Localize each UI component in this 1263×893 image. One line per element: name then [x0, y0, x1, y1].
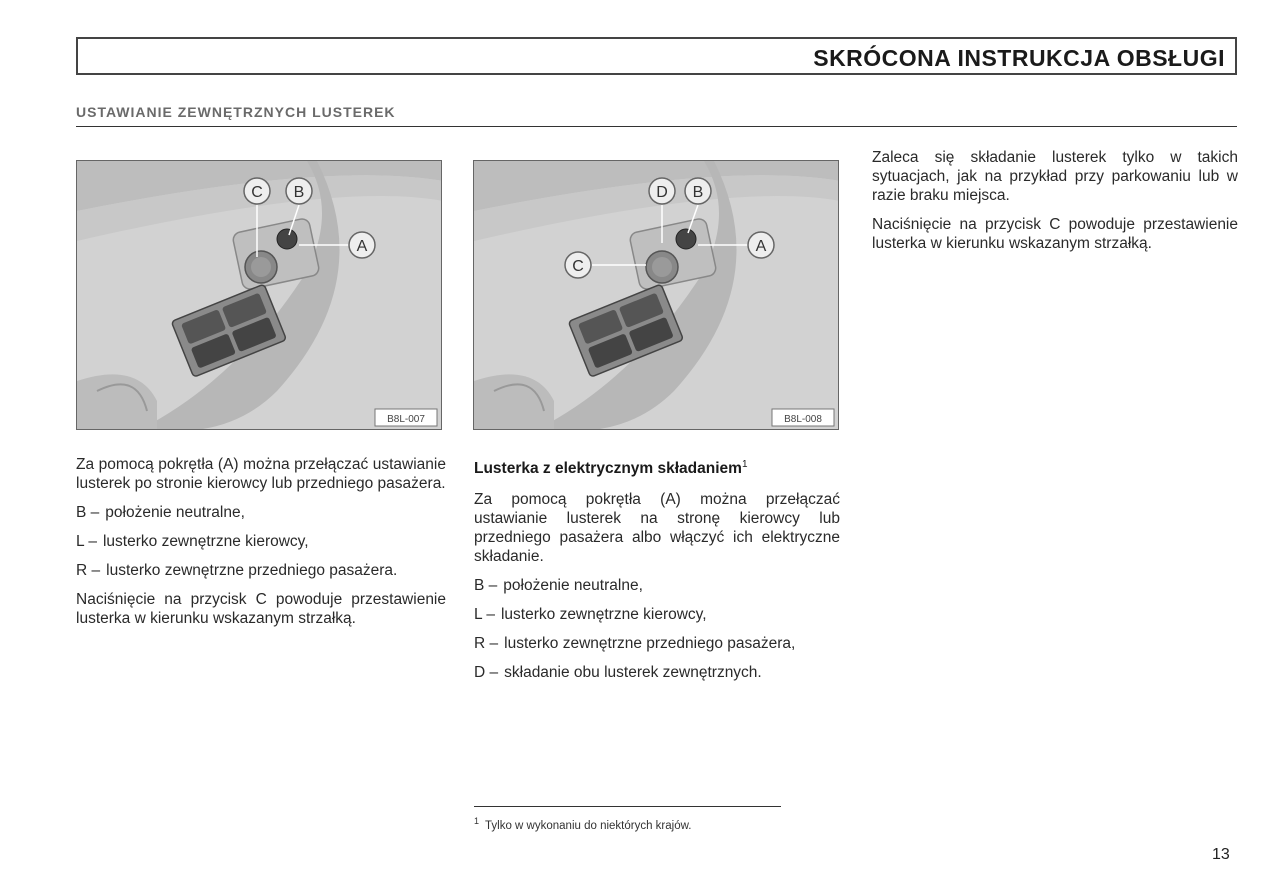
list-key: B –	[76, 504, 100, 521]
footnote	[474, 816, 691, 832]
figure-1-illustration	[77, 161, 442, 430]
list-key: L –	[76, 533, 97, 550]
section-rule	[76, 126, 1237, 127]
header-box	[76, 37, 1237, 75]
col3-paragraph-1: Zaleca się składanie lusterek tylko w takich sytuacjach, jak na przykład przy parkowaniu lub w razie braku miejsca.	[872, 149, 1238, 204]
callout-c: C	[572, 258, 584, 275]
list-item	[76, 503, 446, 522]
page-number: 13	[1212, 846, 1230, 863]
list-text: lusterko zewnętrzne przedniego pasażera.	[106, 562, 398, 579]
figure-code: B8L-007	[387, 414, 425, 425]
footnote-text: Tylko w wykonaniu do niektórych krajów.	[485, 819, 692, 832]
list-text: składanie obu lusterek zewnętrznych.	[504, 664, 762, 682]
col1-outro: Naciśnięcie na przycisk C powoduje przestawienie lusterka w kierunku wskazanym strzałką.	[76, 591, 446, 627]
col2-intro: Za pomocą pokrętła (A) można przełączać ustawianie lusterek na stronę kierowcy lub przedniego pasażera albo włączyć ich elektryczne składanie.	[474, 491, 840, 566]
list-key: L –	[474, 606, 495, 624]
callout-b: B	[692, 184, 704, 201]
callout-a: A	[755, 238, 767, 255]
list-key: B –	[474, 577, 498, 595]
list-item	[76, 561, 446, 580]
list-item	[474, 576, 840, 595]
column-2	[474, 455, 840, 692]
list-text: lusterko zewnętrzne kierowcy,	[500, 606, 707, 624]
figure-2-illustration	[474, 161, 839, 430]
footnote-marker: 1	[474, 816, 480, 826]
figure-mirror-control-1	[76, 160, 442, 430]
figure-code: B8L-008	[784, 414, 822, 425]
col3-paragraph-2: Naciśnięcie na przycisk C powoduje przestawienie lusterka w kierunku wskazanym strzałką.	[872, 216, 1238, 252]
footnote-reference: 1	[741, 459, 748, 470]
list-item	[474, 634, 840, 653]
list-text: lusterko zewnętrzne przedniego pasażera,	[504, 635, 796, 653]
callout-b: B	[293, 184, 305, 201]
list-text: położenie neutralne,	[503, 577, 643, 595]
list-key: R –	[474, 635, 499, 653]
list-key: R –	[76, 562, 101, 579]
page-header-title: SKRÓCONA INSTRUKCJA OBSŁUGI	[813, 45, 1225, 71]
list-key: D –	[474, 664, 499, 682]
list-item	[76, 532, 446, 551]
footnote-rule	[474, 806, 781, 807]
callout-c: C	[251, 184, 263, 201]
callout-d: D	[656, 184, 668, 201]
subheading-text: Lusterka z elektrycznym składaniem	[474, 460, 742, 478]
list-text: położenie neutralne,	[105, 504, 245, 521]
callout-a: A	[356, 238, 368, 255]
subheading	[474, 455, 840, 478]
list-item	[474, 663, 840, 682]
section-heading: USTAWIANIE ZEWNĘTRZNYCH LUSTEREK	[76, 104, 396, 120]
list-item	[474, 605, 840, 624]
figure-mirror-control-2	[473, 160, 839, 430]
list-text: lusterko zewnętrzne kierowcy,	[102, 533, 309, 550]
column-3	[872, 148, 1238, 263]
column-1	[76, 455, 446, 638]
col1-intro: Za pomocą pokrętła (A) można przełączać ustawianie lusterek po stronie kierowcy lub przedniego pasażera.	[76, 456, 446, 492]
